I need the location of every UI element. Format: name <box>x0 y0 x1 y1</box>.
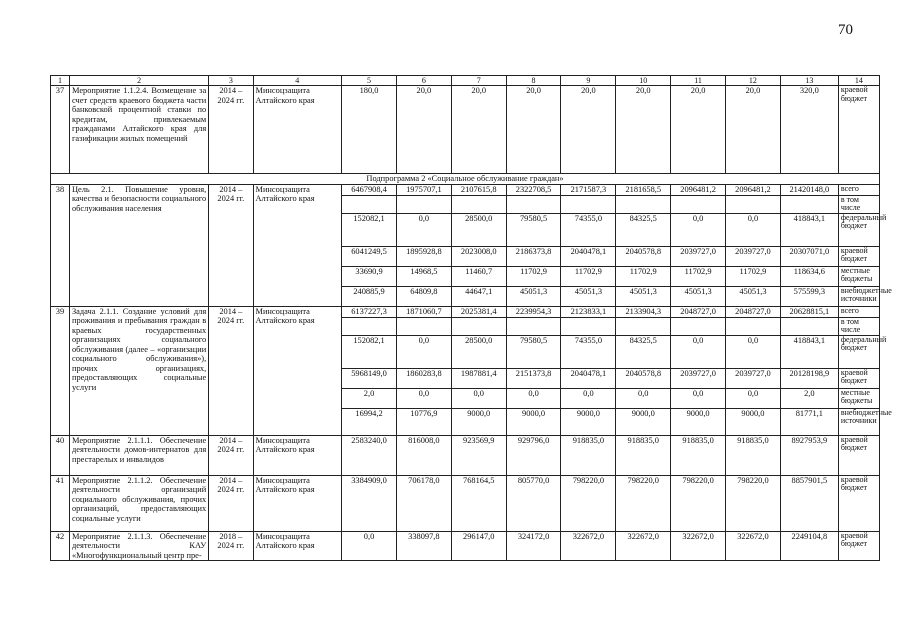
value-cell: 2133904,3 <box>616 306 671 317</box>
value-cell: 0,0 <box>396 335 451 368</box>
row-executor: Минсоцзащита Алтайского края <box>253 531 342 561</box>
value-cell <box>342 195 397 213</box>
funding-source: в том числе <box>838 195 879 213</box>
value-cell <box>561 195 616 213</box>
value-cell: 16994,2 <box>342 408 397 435</box>
value-cell: 20628815,1 <box>780 306 838 317</box>
value-cell <box>451 317 506 335</box>
value-cell <box>671 195 726 213</box>
value-cell: 805770,0 <box>506 475 561 531</box>
value-cell: 11702,9 <box>726 266 781 286</box>
value-cell: 918835,0 <box>561 435 616 475</box>
value-cell: 20307071,0 <box>780 246 838 266</box>
value-cell: 64809,8 <box>396 286 451 306</box>
value-cell: 1871060,7 <box>396 306 451 317</box>
value-cell: 79580,5 <box>506 213 561 246</box>
table-row <box>51 435 880 475</box>
row-description: Мероприятие 1.1.2.4. Возмещение за счет средств краевого бюджета части банковской процентной ставки по кредитам, привлекаемым гражданами Алтайского края для газификации жилых помещений <box>69 86 208 174</box>
column-header: 8 <box>506 76 561 86</box>
row-description: Мероприятие 2.1.1.3. Обеспечение деятельности КАУ «Многофункциональный центр пре- <box>69 531 208 561</box>
column-header: 3 <box>209 76 253 86</box>
funding-source: краевой бюджет <box>838 475 879 531</box>
value-cell <box>616 195 671 213</box>
page-number: 70 <box>838 22 853 38</box>
column-header: 1 <box>51 76 70 86</box>
value-cell: 0,0 <box>726 213 781 246</box>
row-executor: Минсоцзащита Алтайского края <box>253 306 342 435</box>
column-header: 2 <box>69 76 208 86</box>
value-cell: 20,0 <box>561 86 616 174</box>
value-cell <box>342 317 397 335</box>
value-cell: 2151373,8 <box>506 368 561 388</box>
value-cell: 45051,3 <box>726 286 781 306</box>
value-cell: 20,0 <box>451 86 506 174</box>
value-cell: 2048727,0 <box>726 306 781 317</box>
funding-source: в том числе <box>838 317 879 335</box>
value-cell: 11702,9 <box>671 266 726 286</box>
funding-source: местные бюджеты <box>838 388 879 408</box>
value-cell: 322672,0 <box>671 531 726 561</box>
value-cell: 180,0 <box>342 86 397 174</box>
value-cell: 1895928,8 <box>396 246 451 266</box>
value-cell: 11702,9 <box>616 266 671 286</box>
value-cell: 0,0 <box>396 213 451 246</box>
value-cell <box>726 317 781 335</box>
value-cell: 798220,0 <box>726 475 781 531</box>
column-header: 6 <box>396 76 451 86</box>
value-cell: 11702,9 <box>506 266 561 286</box>
value-cell: 14968,5 <box>396 266 451 286</box>
value-cell: 152082,1 <box>342 335 397 368</box>
value-cell: 2,0 <box>342 388 397 408</box>
column-header: 5 <box>342 76 397 86</box>
value-cell: 798220,0 <box>616 475 671 531</box>
value-cell: 0,0 <box>671 213 726 246</box>
value-cell <box>506 195 561 213</box>
value-cell: 2096481,2 <box>726 184 781 195</box>
value-cell: 918835,0 <box>616 435 671 475</box>
value-cell: 45051,3 <box>561 286 616 306</box>
value-cell <box>780 317 838 335</box>
value-cell: 1987881,4 <box>451 368 506 388</box>
value-cell: 2123833,1 <box>561 306 616 317</box>
value-cell: 84325,5 <box>616 213 671 246</box>
value-cell: 0,0 <box>726 335 781 368</box>
column-header: 14 <box>838 76 879 86</box>
value-cell: 84325,5 <box>616 335 671 368</box>
row-number: 41 <box>51 475 70 531</box>
value-cell: 0,0 <box>616 388 671 408</box>
value-cell: 20,0 <box>396 86 451 174</box>
value-cell: 9000,0 <box>451 408 506 435</box>
value-cell: 9000,0 <box>616 408 671 435</box>
value-cell: 2171587,3 <box>561 184 616 195</box>
funding-source: краевой бюджет <box>838 246 879 266</box>
value-cell <box>726 195 781 213</box>
value-cell <box>451 195 506 213</box>
value-cell: 81771,1 <box>780 408 838 435</box>
row-period: 2014 – 2024 гг. <box>209 435 253 475</box>
value-cell: 0,0 <box>342 531 397 561</box>
value-cell: 2181658,5 <box>616 184 671 195</box>
column-header: 4 <box>253 76 342 86</box>
value-cell: 74355,0 <box>561 213 616 246</box>
value-cell: 28500,0 <box>451 213 506 246</box>
value-cell: 0,0 <box>726 388 781 408</box>
row-executor: Минсоцзащита Алтайского края <box>253 184 342 306</box>
value-cell: 20128198,9 <box>780 368 838 388</box>
value-cell: 10776,9 <box>396 408 451 435</box>
row-description: Мероприятие 2.1.1.1. Обеспечение деятельности домов-интернатов для престарелых и инвалидов <box>69 435 208 475</box>
row-period: 2014 – 2024 гг. <box>209 475 253 531</box>
value-cell: 2249104,8 <box>780 531 838 561</box>
value-cell: 2040478,1 <box>561 368 616 388</box>
row-executor: Минсоцзащита Алтайского края <box>253 435 342 475</box>
row-number: 37 <box>51 86 70 174</box>
column-number-row <box>51 76 880 86</box>
value-cell: 20,0 <box>726 86 781 174</box>
value-cell: 2039727,0 <box>726 368 781 388</box>
value-cell: 324172,0 <box>506 531 561 561</box>
row-description: Цель 2.1. Повышение уровня, качества и безопасности социального обслуживания населения <box>69 184 208 306</box>
value-cell: 74355,0 <box>561 335 616 368</box>
table-row <box>51 531 880 561</box>
funding-source: внебюджетные источники <box>838 286 879 306</box>
value-cell: 2025381,4 <box>451 306 506 317</box>
value-cell: 8857901,5 <box>780 475 838 531</box>
value-cell: 2039727,0 <box>726 246 781 266</box>
funding-source: федеральный бюджет <box>838 335 879 368</box>
value-cell: 5968149,0 <box>342 368 397 388</box>
value-cell: 0,0 <box>671 388 726 408</box>
value-cell: 2,0 <box>780 388 838 408</box>
funding-source: федеральный бюджет <box>838 213 879 246</box>
value-cell: 2322708,5 <box>506 184 561 195</box>
value-cell: 798220,0 <box>561 475 616 531</box>
budget-table <box>50 75 892 561</box>
value-cell: 929796,0 <box>506 435 561 475</box>
value-cell: 8927953,9 <box>780 435 838 475</box>
value-cell: 79580,5 <box>506 335 561 368</box>
value-cell: 2040578,8 <box>616 368 671 388</box>
value-cell: 9000,0 <box>671 408 726 435</box>
table-row <box>51 475 880 531</box>
value-cell: 296147,0 <box>451 531 506 561</box>
value-cell <box>396 195 451 213</box>
value-cell: 2040478,1 <box>561 246 616 266</box>
value-cell: 6137227,3 <box>342 306 397 317</box>
value-cell: 2096481,2 <box>671 184 726 195</box>
value-cell: 11460,7 <box>451 266 506 286</box>
value-cell <box>671 317 726 335</box>
row-executor: Минсоцзащита Алтайского края <box>253 475 342 531</box>
value-cell: 45051,3 <box>616 286 671 306</box>
value-cell: 575599,3 <box>780 286 838 306</box>
value-cell <box>780 195 838 213</box>
value-cell: 2107615,8 <box>451 184 506 195</box>
value-cell: 6467908,4 <box>342 184 397 195</box>
value-cell: 418843,1 <box>780 335 838 368</box>
value-cell: 918835,0 <box>671 435 726 475</box>
value-cell: 322672,0 <box>561 531 616 561</box>
value-cell: 20,0 <box>506 86 561 174</box>
value-cell: 2186373,8 <box>506 246 561 266</box>
value-cell: 0,0 <box>561 388 616 408</box>
row-period: 2014 – 2024 гг. <box>209 306 253 435</box>
table-row <box>51 86 880 174</box>
funding-source: краевой бюджет <box>838 86 879 174</box>
column-header: 7 <box>451 76 506 86</box>
value-cell: 45051,3 <box>671 286 726 306</box>
row-number: 38 <box>51 184 70 306</box>
value-cell: 1860283,8 <box>396 368 451 388</box>
value-cell: 9000,0 <box>561 408 616 435</box>
value-cell: 2039727,0 <box>671 368 726 388</box>
value-cell: 45051,3 <box>506 286 561 306</box>
value-cell: 918835,0 <box>726 435 781 475</box>
value-cell <box>561 317 616 335</box>
table-body <box>51 76 892 561</box>
row-description: Мероприятие 2.1.1.2. Обеспечение деятельности организаций социального обслуживания, прочих организаций, предоставляющих социальные услуги <box>69 475 208 531</box>
value-cell: 798220,0 <box>671 475 726 531</box>
table-row <box>51 184 880 195</box>
value-cell: 2239954,3 <box>506 306 561 317</box>
row-period: 2014 – 2024 гг. <box>209 86 253 174</box>
column-header: 11 <box>671 76 726 86</box>
value-cell: 28500,0 <box>451 335 506 368</box>
funding-source: всего <box>838 184 879 195</box>
value-cell <box>616 317 671 335</box>
value-cell: 0,0 <box>451 388 506 408</box>
value-cell: 20,0 <box>616 86 671 174</box>
value-cell: 152082,1 <box>342 213 397 246</box>
subprogram-title: Подпрограмма 2 «Социальное обслуживание граждан» <box>51 174 880 185</box>
value-cell: 2023008,0 <box>451 246 506 266</box>
value-cell: 9000,0 <box>506 408 561 435</box>
value-cell: 816008,0 <box>396 435 451 475</box>
value-cell: 118634,6 <box>780 266 838 286</box>
value-cell: 0,0 <box>506 388 561 408</box>
value-cell: 1975707,1 <box>396 184 451 195</box>
value-cell: 418843,1 <box>780 213 838 246</box>
value-cell: 768164,5 <box>451 475 506 531</box>
value-cell: 2048727,0 <box>671 306 726 317</box>
value-cell: 6041249,5 <box>342 246 397 266</box>
table-row <box>51 306 880 317</box>
row-number: 40 <box>51 435 70 475</box>
funding-source: местные бюджеты <box>838 266 879 286</box>
row-executor: Минсоцзащита Алтайского края <box>253 86 342 174</box>
funding-source: краевой бюджет <box>838 531 879 561</box>
funding-source: краевой бюджет <box>838 435 879 475</box>
value-cell: 706178,0 <box>396 475 451 531</box>
value-cell: 9000,0 <box>726 408 781 435</box>
row-description: Задача 2.1.1. Создание условий для проживания и пребывания граждан в краевых государственных организациях социального обслуживания (далее – «организации социального обслуживания»), прочих организациях, предоставляющих социальные услуги <box>69 306 208 435</box>
value-cell: 11702,9 <box>561 266 616 286</box>
column-header: 10 <box>616 76 671 86</box>
funding-source: краевой бюджет <box>838 368 879 388</box>
value-cell: 320,0 <box>780 86 838 174</box>
column-header: 13 <box>780 76 838 86</box>
value-cell: 3384909,0 <box>342 475 397 531</box>
value-cell: 322672,0 <box>726 531 781 561</box>
row-period: 2018 – 2024 гг. <box>209 531 253 561</box>
value-cell: 923569,9 <box>451 435 506 475</box>
value-cell: 21420148,0 <box>780 184 838 195</box>
funding-source: внебюджетные источники <box>838 408 879 435</box>
value-cell: 322672,0 <box>616 531 671 561</box>
column-header: 9 <box>561 76 616 86</box>
funding-source: всего <box>838 306 879 317</box>
value-cell <box>396 317 451 335</box>
value-cell <box>506 317 561 335</box>
value-cell: 338097,8 <box>396 531 451 561</box>
value-cell: 44647,1 <box>451 286 506 306</box>
column-header: 12 <box>726 76 781 86</box>
subprogram-row <box>51 174 880 185</box>
row-period: 2014 – 2024 гг. <box>209 184 253 306</box>
value-cell: 240885,9 <box>342 286 397 306</box>
value-cell: 2039727,0 <box>671 246 726 266</box>
value-cell: 0,0 <box>396 388 451 408</box>
row-number: 42 <box>51 531 70 561</box>
row-number: 39 <box>51 306 70 435</box>
value-cell: 20,0 <box>671 86 726 174</box>
value-cell: 0,0 <box>671 335 726 368</box>
value-cell: 2583240,0 <box>342 435 397 475</box>
value-cell: 2040578,8 <box>616 246 671 266</box>
value-cell: 33690,9 <box>342 266 397 286</box>
